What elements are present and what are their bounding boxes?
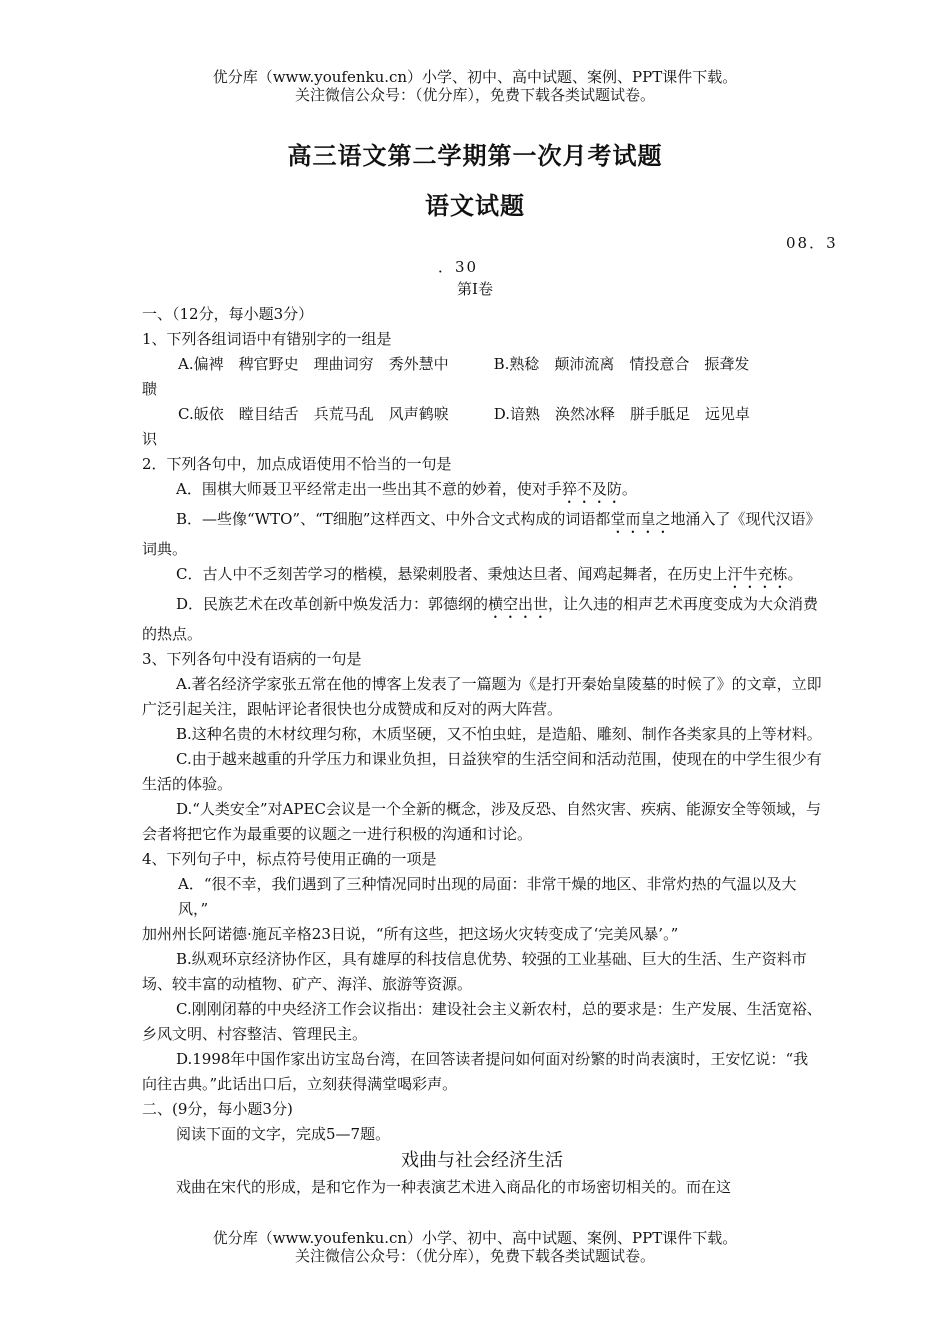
header-line-1: 优分库（www.youfenku.cn）小学、初中、高中试题、案例、PPT课件下载。 (212, 68, 738, 86)
exam-subtitle: 语文试题 (425, 191, 525, 220)
section-2-heading: 二、(9分，每小题3分) (142, 1100, 293, 1118)
header-line-2: 关注微信公众号：（优分库），免费下载各类试题试卷。 (294, 86, 655, 104)
q2-option-d: D．民族艺术在改革创新中焕发活力：郭德纲的横空出世，让久违的相声艺术再度变成为大众消费的热点。 (142, 595, 819, 643)
passage-title: 戏曲与社会经济生活 (401, 1150, 563, 1171)
section-2-instruction: 阅读下面的文字，完成5—7题。 (176, 1125, 391, 1143)
document-body (142, 302, 822, 1200)
volume-label: 第Ⅰ卷 (457, 280, 493, 298)
exam-title: 高三语文第二学期第一次月考试题 (287, 141, 663, 170)
q2-a-dotted-idiom: 猝不及防 (561, 480, 622, 498)
q2-option-a: A．围棋大师聂卫平经常走出一些出其不意的妙着，使对手猝不及防。 (176, 480, 637, 498)
q2-c-dotted-idiom: 汗牛充栋 (727, 565, 788, 583)
q1-options-row-1-cont: 聩 (142, 380, 158, 398)
q1-options-row-1: A.偏裨 稗官野史 理曲词穷 秀外慧中 B.熟稔 颠沛流离 情投意合 振聋发 (178, 355, 750, 373)
q3-stem: 3、下列各句中没有语病的一句是 (142, 650, 362, 668)
passage-first-line: 戏曲在宋代的形成，是和它作为一种表演艺术进入商品化的市场密切相关的。而在这 (176, 1178, 732, 1196)
q4-option-a-cont: 加州州长阿诺德·施瓦辛格23日说，“所有这些，把这场火灾转变成了‘完美风暴’。” (142, 925, 679, 943)
q2-option-c: C．古人中不乏刻苦学习的楷模，悬梁刺股者、秉烛达旦者、闻鸡起舞者，在历史上汗牛充栋。 (176, 565, 803, 583)
q2-b-dotted-idiom: 堂而皇之 (610, 510, 671, 528)
exam-date-part-1: 08．3 (786, 234, 838, 252)
q3-option-b: B.这种名贵的木材纹理匀称，木质坚硬，又不怕虫蛀，是造船、雕刻、制作各类家具的上等材料。 (176, 725, 822, 743)
page-footer (0, 1229, 950, 1265)
section-1-heading: 一、（12分，每小题3分） (142, 305, 314, 323)
q3-option-d: D.“人类安全”对APEC会议是一个全新的概念，涉及反恐、自然灾害、疾病、能源安全等领域，与会者将把它作为最重要的议题之一进行积极的沟通和讨论。 (142, 800, 821, 843)
q4-stem: 4、下列句子中，标点符号使用正确的一项是 (142, 850, 437, 868)
q3-option-a: A.著名经济学家张五常在他的博客上发表了一篇题为《是打开秦始皇陵墓的时候了》的文章，立即广泛引起关注，跟帖评论者很快也分成赞成和反对的两大阵营。 (142, 675, 822, 718)
exam-date-part-2: ．30 (438, 258, 479, 276)
q4-option-b: B.纵观环京经济协作区，具有雄厚的科技信息优势、较强的工业基础、巨大的生活、生产资料市场、较丰富的动植物、矿产、海洋、旅游等资源。 (142, 950, 807, 993)
q3-option-c: C.由于越来越重的升学压力和课业负担，日益狭窄的生活空间和活动范围，使现在的中学生很少有生活的体验。 (142, 750, 822, 793)
q1-stem: 1、下列各组词语中有错别字的一组是 (142, 330, 392, 348)
q2-option-b: B．—些像“WTO”、“T细胞”这样西文、中外合文式构成的词语都堂而皇之地涌入了《现代汉语》词典。 (142, 510, 821, 558)
q1-options-row-2-cont: 识 (142, 430, 158, 448)
q2-d-dotted-idiom: 横空出世 (488, 595, 549, 613)
q2-stem: 2．下列各句中，加点成语使用不恰当的一句是 (142, 455, 452, 473)
q1-options-row-2: C.皈依 瞠目结舌 兵荒马乱 风声鹤唳 D.谙熟 涣然冰释 胼手胝足 远见卓 (178, 405, 750, 423)
q4-option-d: D.1998年中国作家出访宝岛台湾，在回答读者提问如何面对纷繁的时尚表演时，王安忆说：“我向往古典。”此话出口后，立刻获得满堂喝彩声。 (142, 1050, 809, 1093)
footer-line-2: 关注微信公众号：（优分库），免费下载各类试题试卷。 (294, 1247, 655, 1265)
q4-option-a: A．“很不幸，我们遇到了三种情况同时出现的局面：非常干燥的地区、非常灼热的气温以及大风，” (178, 875, 797, 918)
page-header (0, 68, 950, 104)
footer-line-1: 优分库（www.youfenku.cn）小学、初中、高中试题、案例、PPT课件下载。 (212, 1229, 738, 1247)
q4-option-c: C.刚刚闭幕的中央经济工作会议指出：建设社会主义新农村，总的要求是：生产发展、生活宽裕、乡风文明、村容整洁、管理民主。 (142, 1000, 822, 1043)
